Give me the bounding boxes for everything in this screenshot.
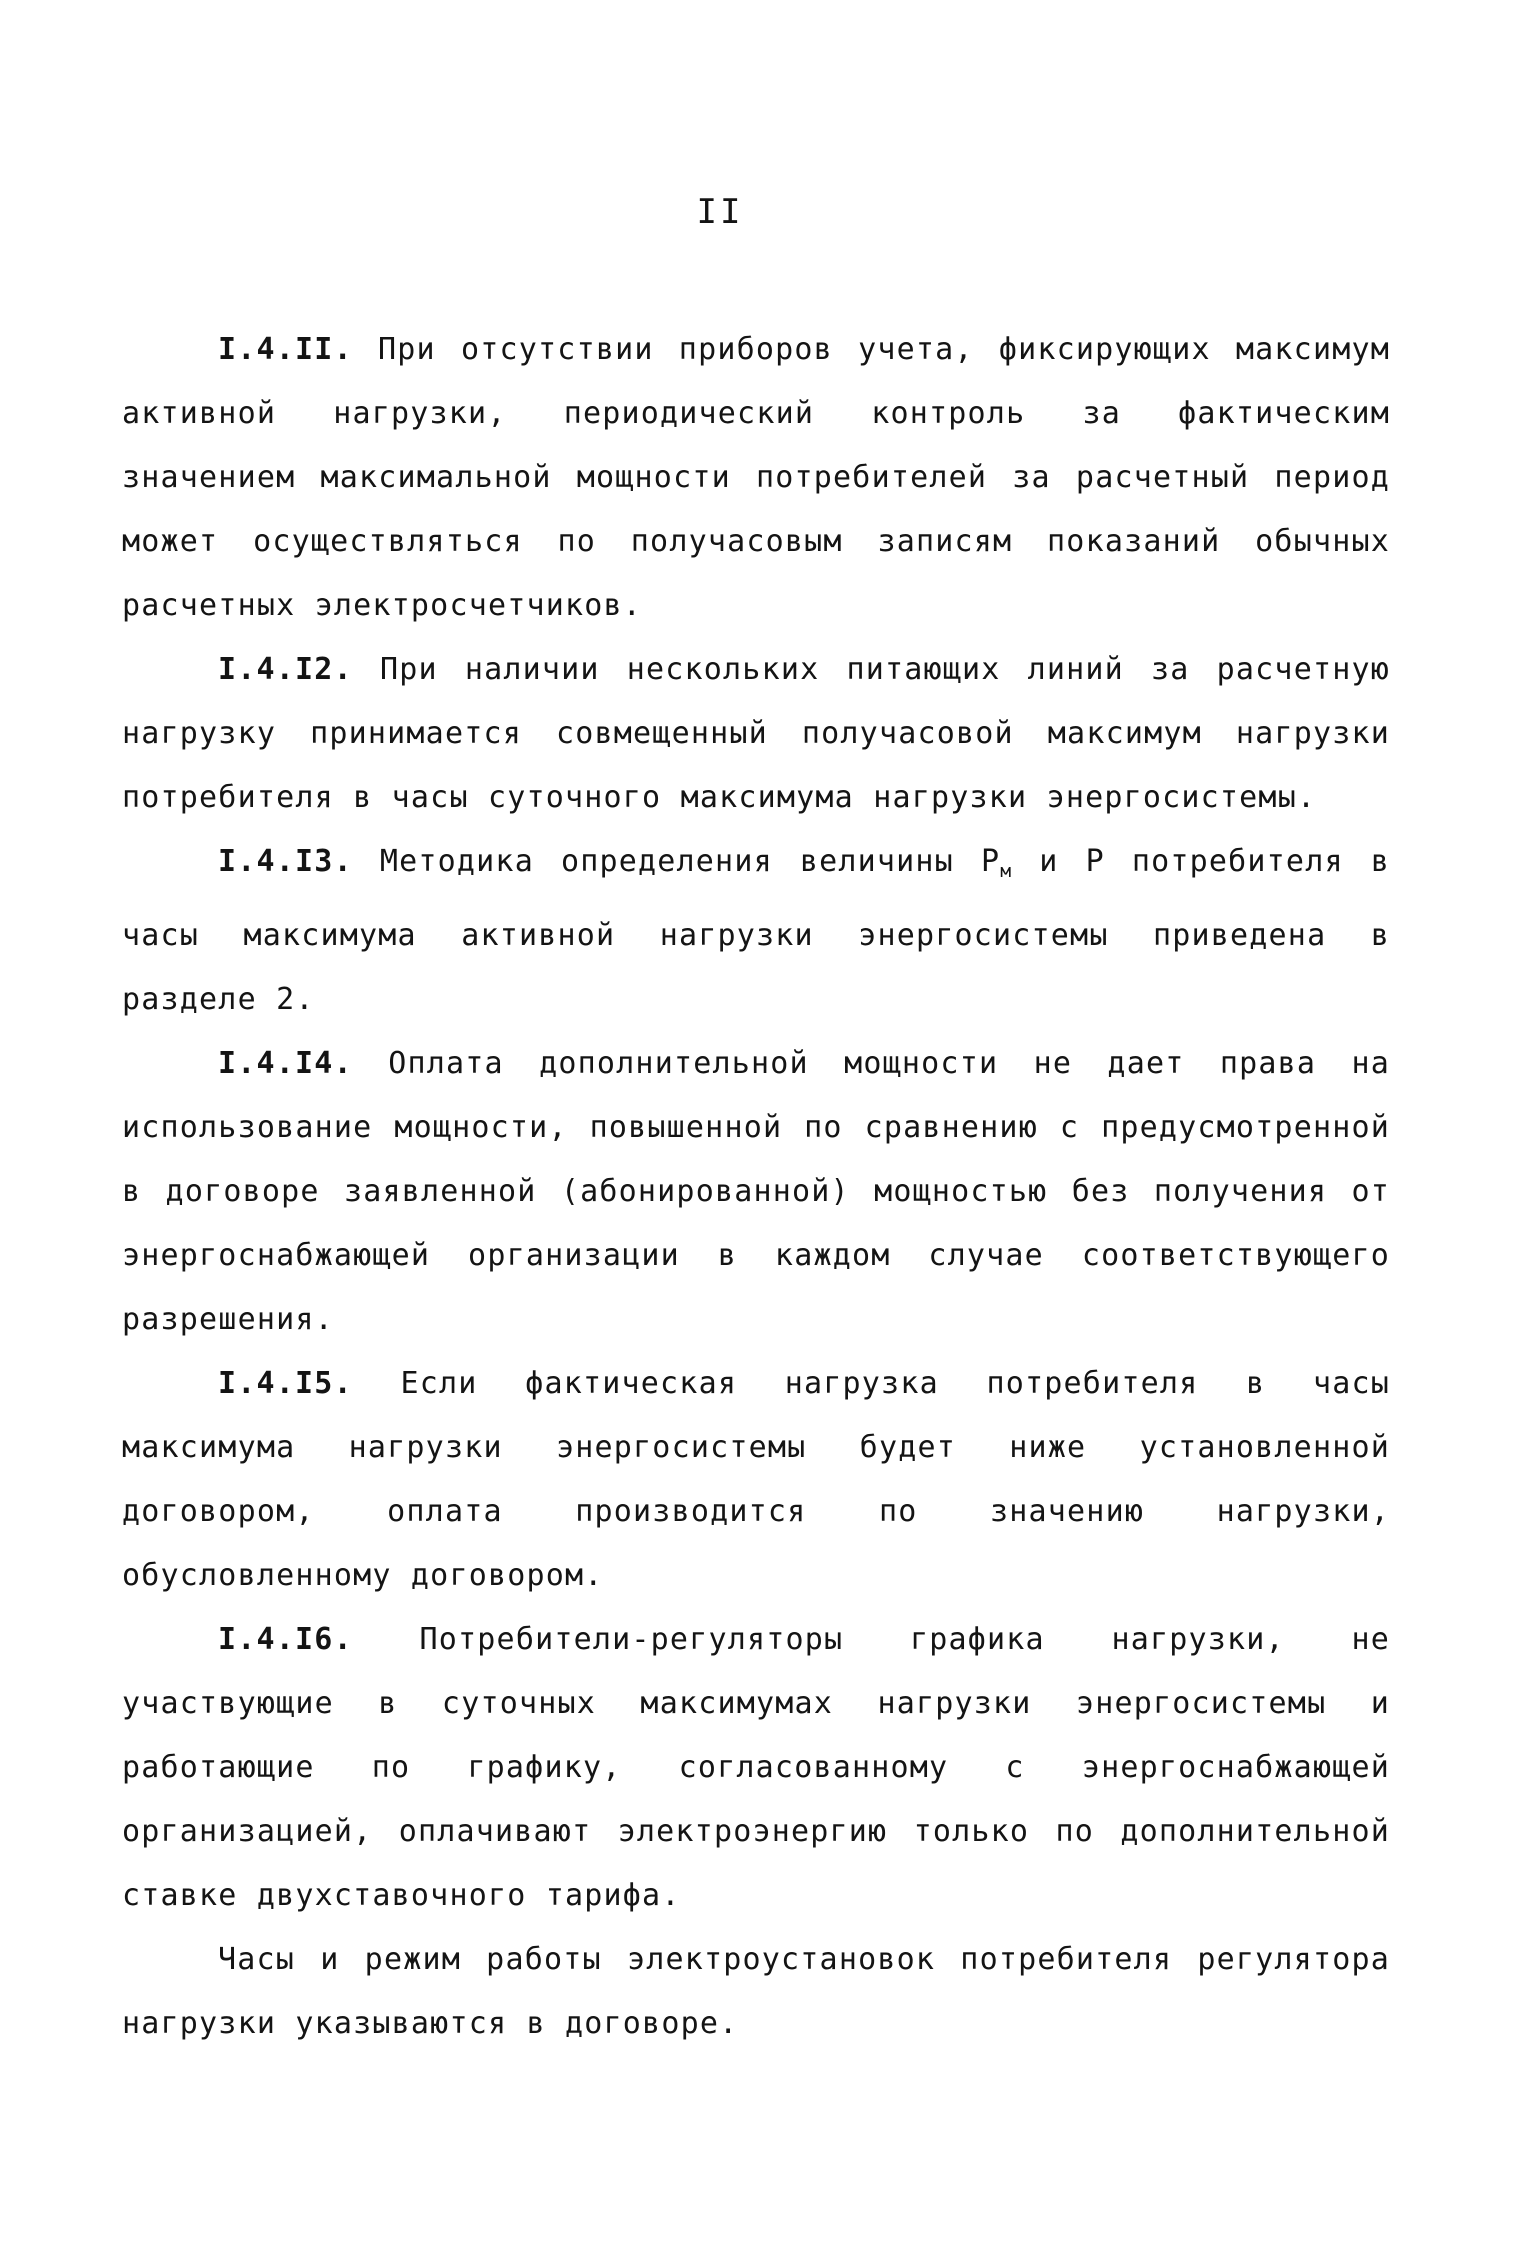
- paragraph-text: Потребители-регуляторы графика нагрузки, не участвующие в суточных максимумах нагрузки энергосистемы и работающие по графику, согласованному с энергоснабжающей организацией, оплачивают электроэнергию только по дополнительной ставке двухставочного тарифа.: [122, 1622, 1390, 1913]
- paragraph-1-4-14: [122, 1032, 1390, 1352]
- paragraph-1-4-11: [122, 318, 1390, 638]
- clause-number: I.4.I6.: [218, 1622, 353, 1657]
- paragraph-text: При наличии нескольких питающих линий за расчетную нагрузку принимается совмещенный получасовой максимум нагрузки потребителя в часы суточного максимума нагрузки энергосистемы.: [122, 652, 1390, 815]
- paragraph-1-4-13: [122, 830, 1390, 1032]
- paragraph-text: При отсутствии приборов учета, фиксирующих максимум активной нагрузки, периодический контроль за фактическим значением максимальной мощности потребителей за расчетный период может осуществляться по получасовым записям показаний обычных расчетных электросчетчиков.: [122, 332, 1390, 623]
- paragraph-1-4-12: [122, 638, 1390, 830]
- paragraph-1-4-16: [122, 1608, 1390, 1928]
- paragraph-text: Оплата дополнительной мощности не дает права на использование мощности, повышенной по сравнению с предусмотренной в договоре заявленной (абонированной) мощностью без получения от энергоснабжающей организации в каждом случае соответствующего разрешения.: [122, 1046, 1391, 1337]
- clause-number: I.4.II.: [218, 332, 353, 367]
- body-text: [122, 318, 1390, 2056]
- clause-number: I.4.I2.: [218, 652, 353, 687]
- subscript: м: [1000, 861, 1013, 882]
- paragraph-text-before: Методика определения величины Р: [379, 844, 1001, 879]
- paragraph-regulator-schedule: [122, 1928, 1390, 2056]
- clause-number: I.4.I4.: [218, 1046, 353, 1081]
- paragraph-text: Часы и режим работы электроустановок потребителя регулятора нагрузки указываются в договоре.: [122, 1942, 1390, 2041]
- paragraph-text-after: и Р потребителя в часы максимума активной нагрузки энергосистемы приведена в разделе 2.: [122, 844, 1390, 1017]
- page-number: II: [696, 192, 744, 232]
- clause-number: I.4.I5.: [218, 1366, 353, 1401]
- paragraph-text: Если фактическая нагрузка потребителя в часы максимума нагрузки энергосистемы будет ниже установленной договором, оплата производится по значению нагрузки, обусловленному договором.: [122, 1366, 1391, 1593]
- paragraph-1-4-15: [122, 1352, 1390, 1608]
- clause-number: I.4.I3.: [218, 844, 353, 879]
